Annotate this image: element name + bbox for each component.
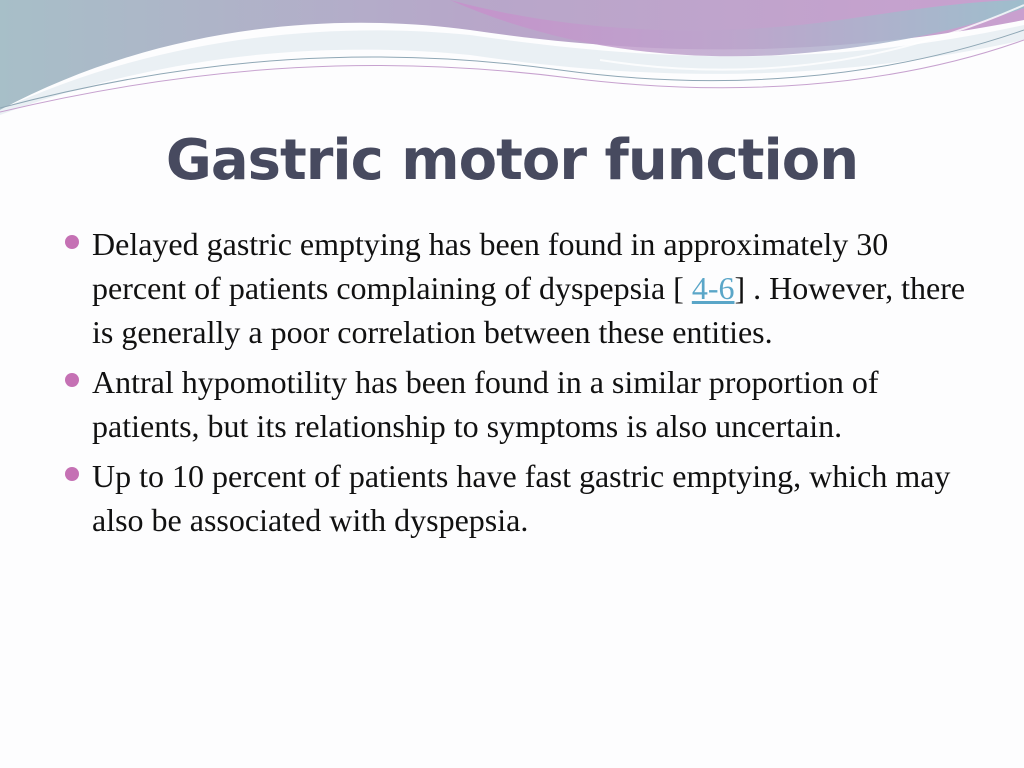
decorative-wave-header: [0, 0, 1024, 130]
bullet-list: [62, 222, 982, 548]
bullet-dot-icon: [65, 235, 79, 249]
bullet-item: [62, 360, 982, 448]
bullet-dot-icon: [65, 373, 79, 387]
bullet-text: Antral hypomotility has been found in a similar proportion of patients, but its relationship to symptoms is also uncertain.: [92, 364, 879, 444]
bullet-text-after-link: ] . However, there is generally a poor correlation between these entities.: [92, 270, 966, 350]
bullet-item: [62, 222, 982, 354]
bullet-item: [62, 454, 982, 542]
bullet-text-before-link: Delayed gastric emptying has been found in approximately 30 percent of patients complaining of dyspepsia [: [92, 226, 889, 306]
reference-link[interactable]: 4-6: [691, 270, 735, 306]
bullet-dot-icon: [65, 467, 79, 481]
slide-title: Gastric motor function: [165, 128, 859, 193]
bullet-text: Up to 10 percent of patients have fast gastric emptying, which may also be associated with dyspepsia.: [92, 458, 951, 538]
